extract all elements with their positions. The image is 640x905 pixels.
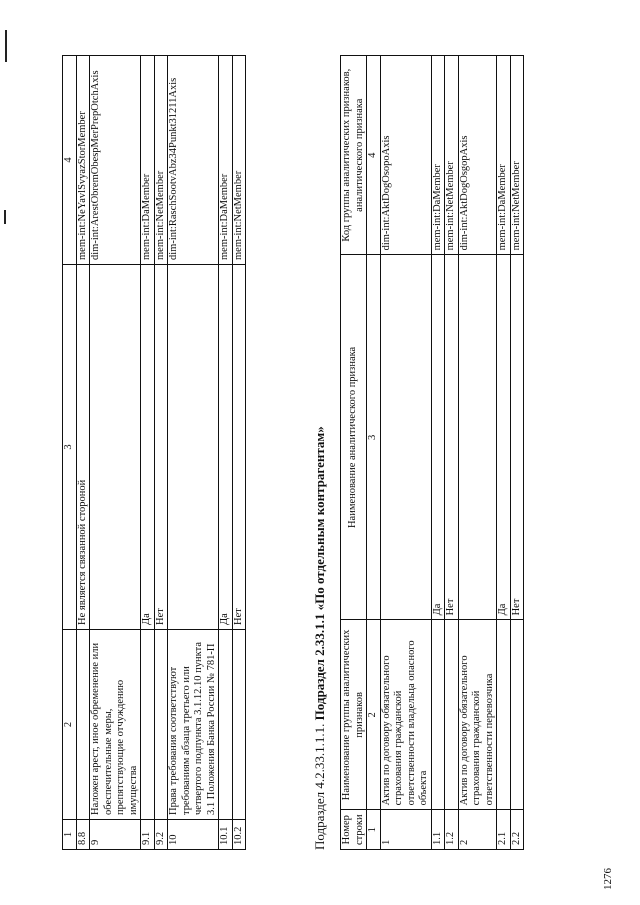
column-header: 3 xyxy=(367,255,381,620)
group-name xyxy=(497,620,511,810)
table-row xyxy=(380,56,431,850)
row-number: 2 xyxy=(458,810,497,850)
table-row xyxy=(232,56,246,850)
table-header-row xyxy=(63,56,77,850)
feature-name: Нет xyxy=(445,255,459,620)
feature-name: Нет xyxy=(510,255,524,620)
feature-name xyxy=(168,265,219,630)
table-row xyxy=(219,56,233,850)
group-name xyxy=(141,630,155,820)
table-row xyxy=(458,56,497,850)
feature-code: mem-int:NetMember xyxy=(232,56,246,265)
column-header: 3 xyxy=(63,265,77,630)
group-name: Права требования соответствуют требованиям абзаца третьего или четвертого подпункта 3.1.12.10 пункта 3.1 Положения Банка России № 781-П xyxy=(168,630,219,820)
table-header-row xyxy=(367,56,381,850)
column-header: 4 xyxy=(63,56,77,265)
row-number: 10.2 xyxy=(232,820,246,850)
group-name: Актив по договору обязательного страхования гражданской ответственности перевозчика xyxy=(458,620,497,810)
group-name xyxy=(510,620,524,810)
feature-name: Нет xyxy=(154,265,168,630)
column-header: 2 xyxy=(63,630,77,820)
table-row xyxy=(510,56,524,850)
row-number: 9 xyxy=(90,820,141,850)
caption-bold: Подраздел 2.33.1.1 «По отдельным контрагентам» xyxy=(312,426,327,721)
row-number: 8.8 xyxy=(76,820,90,850)
table-row xyxy=(76,56,90,850)
feature-code: mem-int:NetMember xyxy=(510,56,524,255)
table-header-row xyxy=(341,56,367,850)
feature-code: mem-int:NetMember xyxy=(445,56,459,255)
group-name: Наложен арест, иное обременение или обеспечительные меры, препятствующие отчуждению имущества xyxy=(90,630,141,820)
column-header: Наименование аналитического признака xyxy=(341,255,367,620)
column-header: 1 xyxy=(367,810,381,850)
table-row xyxy=(141,56,155,850)
group-name: Актив по договору обязательного страхования гражданской ответственности владельца опасного объекта xyxy=(380,620,431,810)
feature-code: mem-int:DaMember xyxy=(141,56,155,265)
feature-code: dim-int:AktDogOsgopAxis xyxy=(458,56,497,255)
group-name xyxy=(431,620,445,810)
group-name xyxy=(232,630,246,820)
row-number: 1.1 xyxy=(431,810,445,850)
feature-code: dim-int:RaschSootvAbz34Punkt31211Axis xyxy=(168,56,219,265)
feature-code: dim-int:AktDogOsopoAxis xyxy=(380,56,431,255)
row-number: 2.2 xyxy=(510,810,524,850)
feature-name xyxy=(380,255,431,620)
table-row xyxy=(497,56,511,850)
table-row xyxy=(90,56,141,850)
feature-name: Не является связанной стороной xyxy=(76,265,90,630)
feature-code: mem-int:DaMember xyxy=(497,56,511,255)
feature-code: mem-int:NetMember xyxy=(154,56,168,265)
group-name xyxy=(445,620,459,810)
table-row xyxy=(431,56,445,850)
feature-code: dim-int:ArestObremObespMerPrepOtchAxis xyxy=(90,56,141,265)
feature-name xyxy=(90,265,141,630)
feature-code: mem-int:DaMember xyxy=(219,56,233,265)
column-header: 2 xyxy=(367,620,381,810)
group-name xyxy=(76,630,90,820)
feature-name: Нет xyxy=(232,265,246,630)
row-number: 10.1 xyxy=(219,820,233,850)
feature-name: Да xyxy=(497,255,511,620)
feature-name: Да xyxy=(431,255,445,620)
feature-name: Да xyxy=(219,265,233,630)
column-header: Номер строки xyxy=(341,810,367,850)
page-number: 1276 xyxy=(602,868,614,890)
table-row xyxy=(168,56,219,850)
table-row xyxy=(445,56,459,850)
row-number: 2.1 xyxy=(497,810,511,850)
feature-code: mem-int:NeYavlSvyazStorMember xyxy=(76,56,90,265)
row-number: 9.1 xyxy=(141,820,155,850)
row-number: 1 xyxy=(380,810,431,850)
caption-prefix: Подраздел 4.2.33.1.1.1. xyxy=(312,720,327,850)
column-header: 1 xyxy=(63,820,77,850)
row-number: 1.2 xyxy=(445,810,459,850)
feature-code: mem-int:DaMember xyxy=(431,56,445,255)
row-number: 10 xyxy=(168,820,219,850)
feature-name: Да xyxy=(141,265,155,630)
column-header: Код группы аналитических признаков, аналитического признака xyxy=(341,56,367,255)
row-number: 9.2 xyxy=(154,820,168,850)
table-row xyxy=(154,56,168,850)
feature-name xyxy=(458,255,497,620)
table-1 xyxy=(62,55,246,850)
section-caption xyxy=(312,426,328,850)
column-header: 4 xyxy=(367,56,381,255)
table-2 xyxy=(340,55,524,850)
group-name xyxy=(154,630,168,820)
group-name xyxy=(219,630,233,820)
column-header: Наименование группы аналитических признаков xyxy=(341,620,367,810)
